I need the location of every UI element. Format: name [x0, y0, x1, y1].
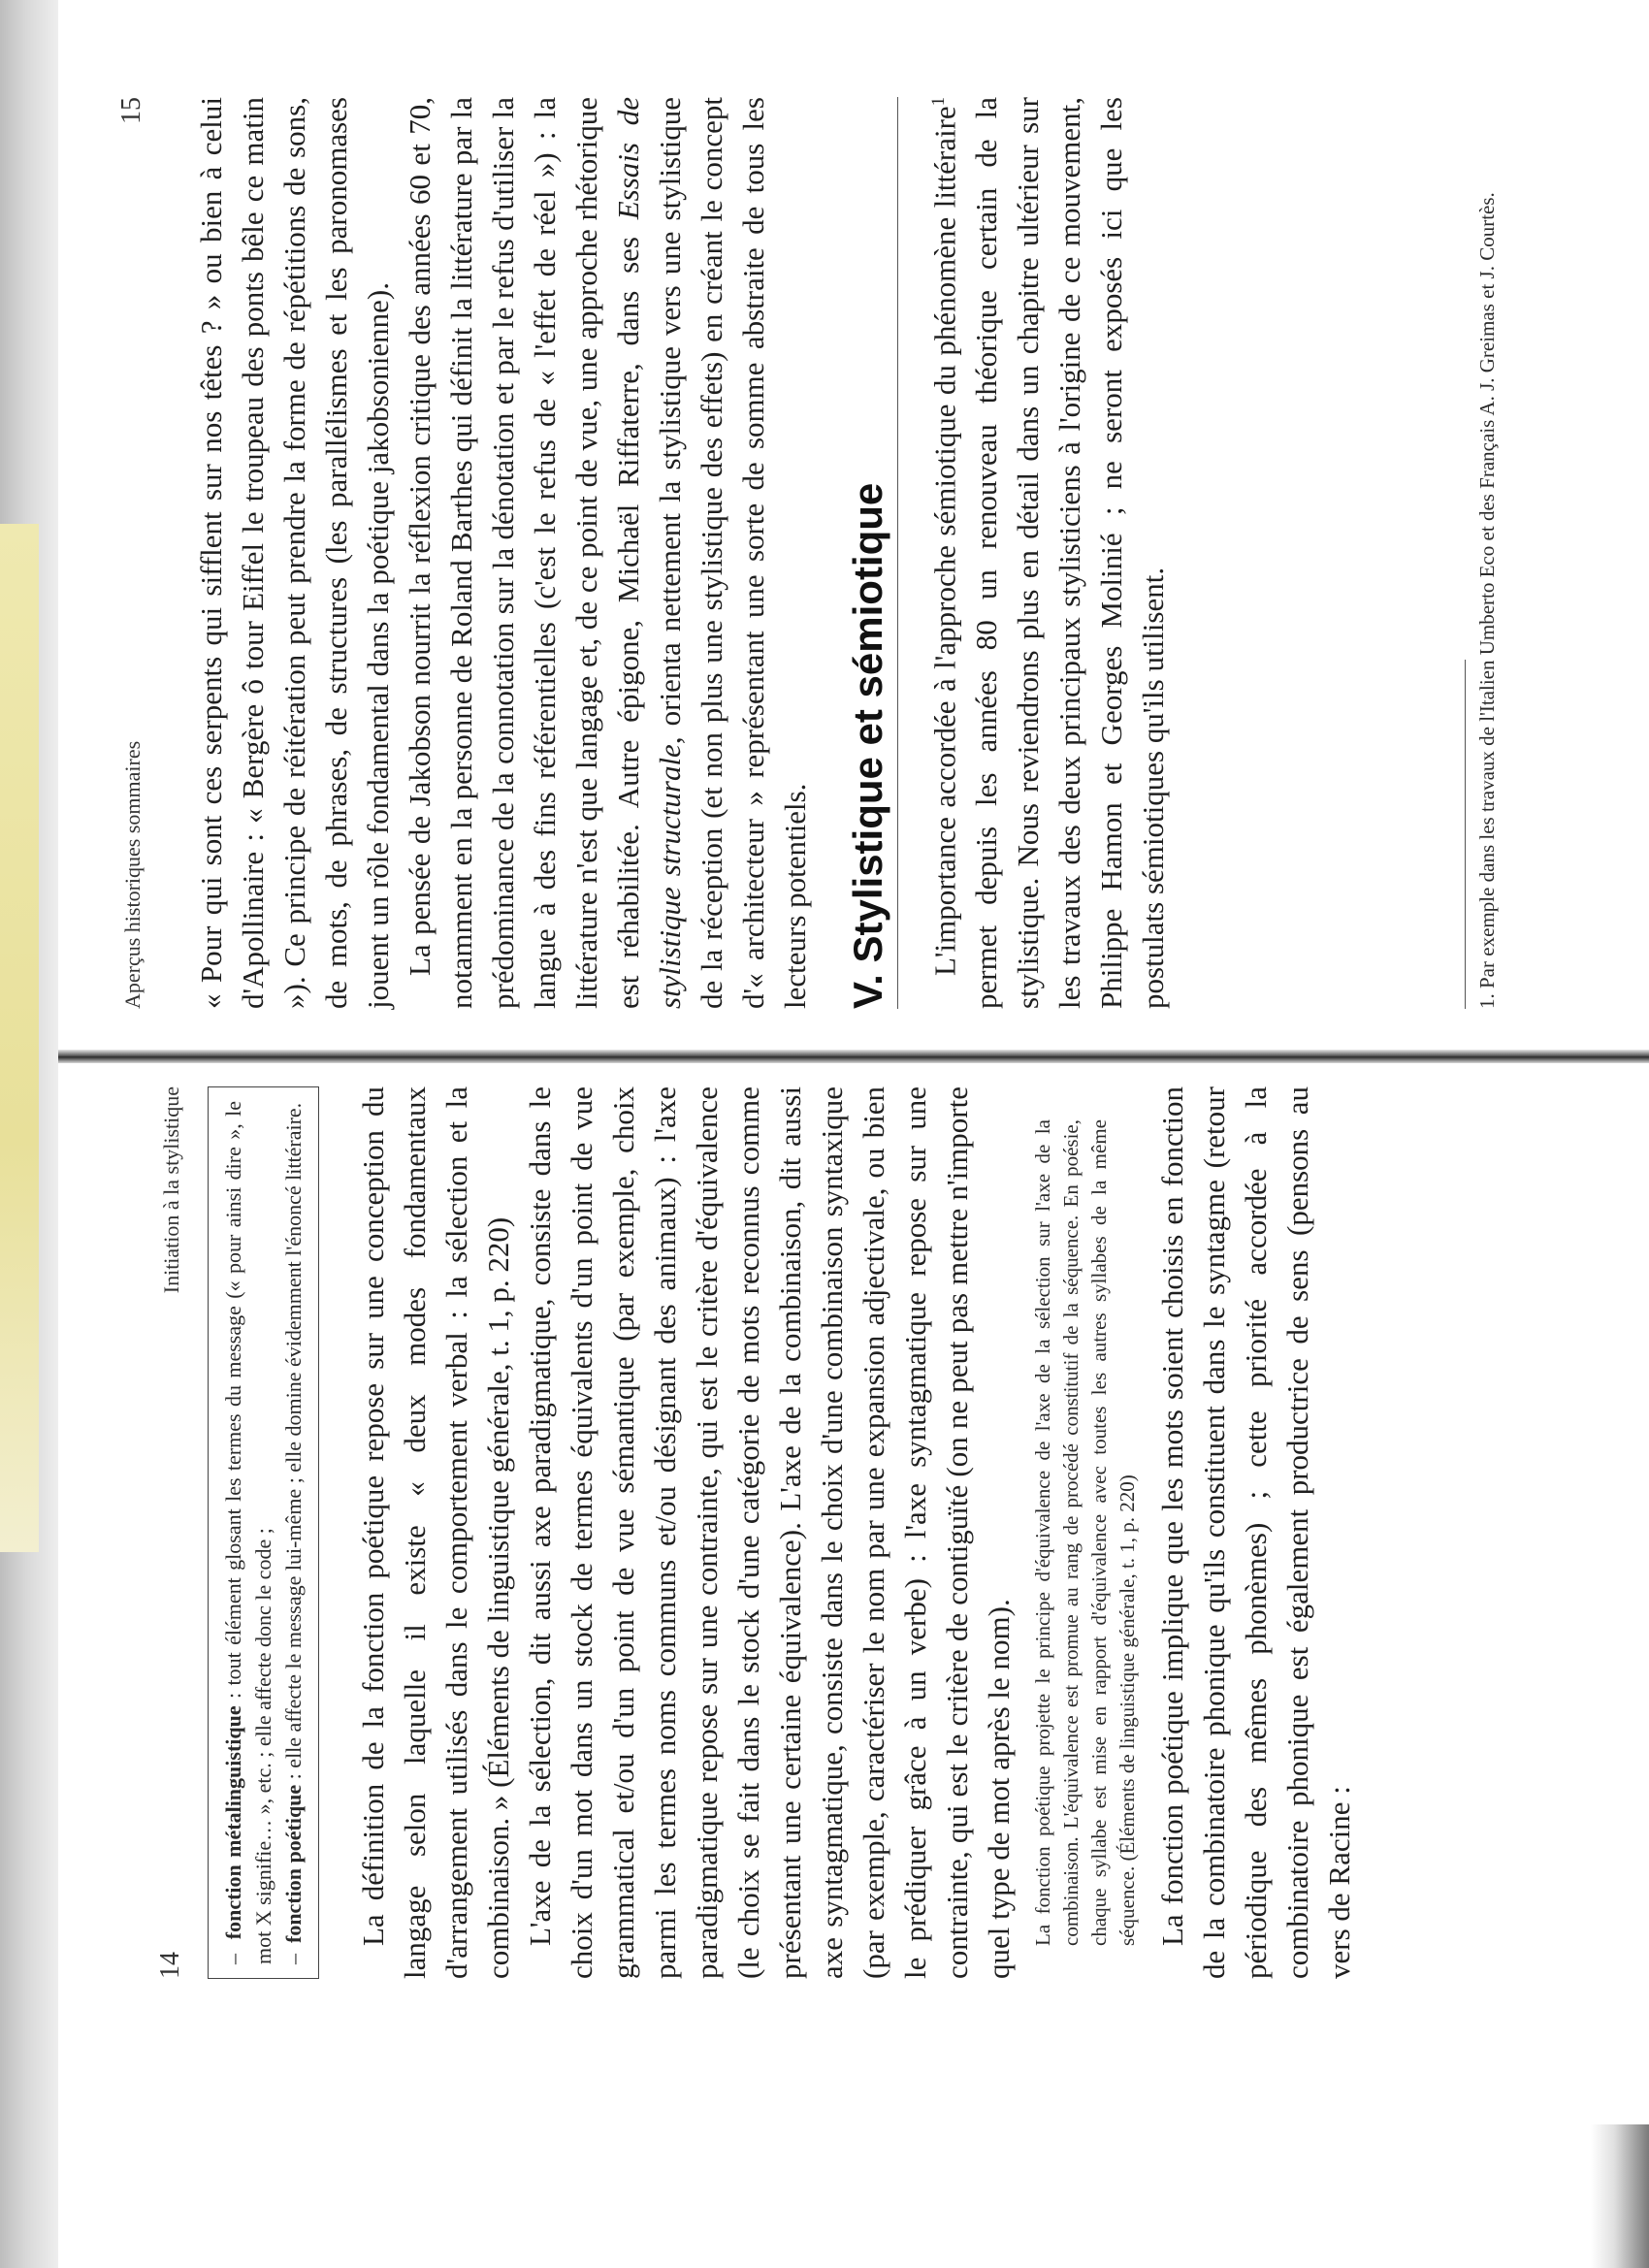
footnote-block — [1465, 136, 1502, 1009]
footnote-marker: 1 — [928, 97, 949, 107]
body-text — [352, 1086, 1019, 1979]
paragraph: L'axe de la sélection, dit aussi axe paradigmatique, consiste dans le choix d'un mot dans un stock de termes équivalents d'un point de vue grammatical et/ou d'un point de vue sémantique (par exemple, choix parmi les termes noms communs et/ou désignant des animaux) : l'axe paradigmatique repose sur une contrainte, qui est le critère d'équivalence (le choix se fait dans le stock d'une catégorie de mots reconnus comme présentant une certaine équivalence). L'axe de la combinaison, dit aussi axe syntagmatique, consiste dans le choix d'une combinaison syntaxique (par exemple, caractériser le nom par une expansion adjectivale, ou bien le prédiquer grâce à un verbe) : l'axe syntagmatique repose sur une contrainte, qui est le critère de contiguïté (on ne peut pas mettre n'importe quel type de mot après le nom). — [523, 1086, 1016, 1979]
paragraph: La définition de la fonction poétique repose sur une conception du langage selon laquelle il existe « deux modes fondamentaux d'arrangement utilisés dans le comportement verbal : la sélection et la combinaison. » (Éléments de linguistique générale, t. 1, p. 220) — [356, 1086, 515, 1979]
running-header — [116, 97, 155, 1009]
page-number: 15 — [116, 97, 146, 124]
book-spine-gutter — [58, 1050, 1649, 1063]
paragraph: « Pour qui sont ces serpents qui sifflent sur nos têtes ? » ou bien à celui d'Apollinaire : « Bergère ô tour Eiffel le troupeau des ponts bêle ce matin »). Ce principe de réitération peut prendre la forme de répétitions de sons, de mots, de phrases, de structures (les parallélismes et les paronomases jouent un rôle fondamental dans la poétique jakobsonienne). — [194, 97, 395, 1009]
function-list-box — [208, 1086, 319, 1979]
list-item: – fonction métalinguistique : tout élément glosant les termes du message (« pour ainsi dire », le mot X signifie… », etc. ; elle affecte donc le code ; — [221, 1101, 275, 1964]
page-15 — [116, 97, 1533, 1009]
paragraph: L'importance accordée à l'approche sémiotique du phénomène littéraire$^1$ permet depuis les années 80 un renouveau théorique certain de la stylistique. Nous reviendrons plus en détail dans un chapitre ultérieur sur les travaux des deux principaux stylisticiens à l'origine de ce mouvement, Philippe Hamon et Georges Molinié ; ne seront exposés ici que les postulats sémiotiques qu'ils utilisent. — [927, 97, 1171, 1009]
body-text — [190, 97, 816, 1009]
running-title: Initiation à la stylistique — [159, 1086, 183, 1294]
book-title: Essais de stylistique structurale — [611, 97, 687, 1009]
scan-shadow-corner — [1591, 2124, 1649, 2268]
yellow-bookmark-tab — [0, 524, 39, 1552]
running-title: Aperçus historiques sommaires — [120, 740, 145, 1009]
paragraph: La pensée de Jakobson nourrit la réflexion critique des années 60 et 70, notamment en la personne de Roland Barthes qui définit la littérature par la prédominance de la connotation sur la dénotation et par le refus d'utiliser la langue à des fins référentielles (c'est le refus de « l'effet de réel ») : la littérature n'est que langage et, de ce point de vue, une approche rhétorique est réhabilitée. Autre épigone, Michaël Riffaterre, dans ses Essais de stylistique structurale, orienta nettement la stylistique vers une stylistique de la réception (et non plus une stylistique des effets) en créant le concept d'« architecteur » représentant une sorte de somme abstraite de tous les lecteurs potentiels. — [403, 97, 812, 1009]
body-text — [918, 97, 1174, 1009]
block-quote: La fonction poétique projette le principe d'équivalence de l'axe de la sélection sur l'axe de la combinaison. L'équivalence est promue au rang de procédé constitutif de la séquence. En poésie, chaque syllabe est mise en rapport d'équivalence avec toutes les autres syllabes de la même séquence. (Éléments de linguistique générale, t. 1, p. 220) — [1031, 1119, 1139, 1946]
footnote: 1. Par exemple dans les travaux de l'Italien Umberto Eco et des Français A. J. Greimas et J. Courtès. — [1475, 192, 1499, 1009]
page-number: 14 — [155, 1952, 185, 1979]
section-heading: V. Stylistique et sémiotique — [845, 482, 890, 1009]
body-text — [1151, 1086, 1360, 1979]
running-header — [155, 1086, 194, 1979]
list-item: – fonction poétique : elle affecte le message lui-même ; elle domine évidemment l'énoncé littéraire. — [281, 1102, 306, 1964]
section-rule — [897, 97, 898, 1009]
page-14 — [155, 1086, 1494, 1979]
paragraph: La fonction poétique implique que les mots soient choisis en fonction de la combinatoire phonique qu'ils constituent dans le syntagme (retour périodique des mêmes phonèmes) ; cette priorité accordée à la combinatoire phonique est également productrice de sens (pensons au vers de Racine : — [1155, 1086, 1356, 1979]
footnote-rule — [1465, 660, 1466, 1009]
